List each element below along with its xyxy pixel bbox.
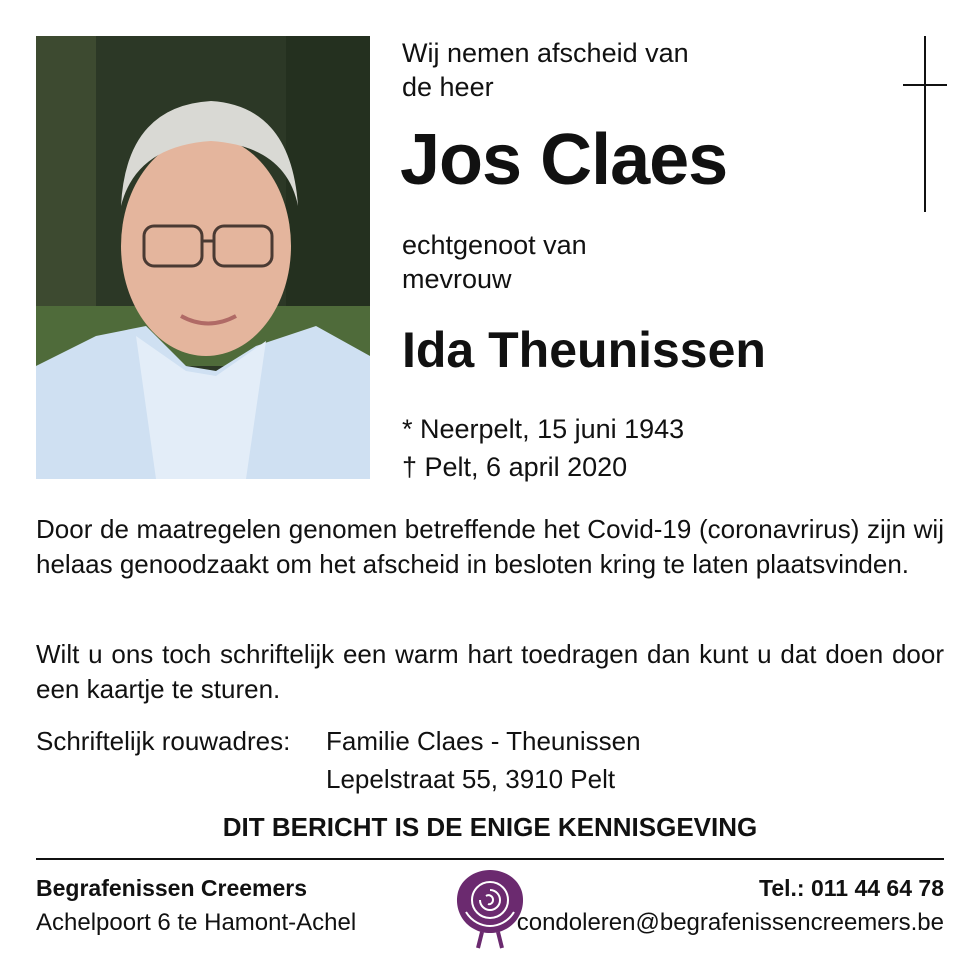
- death-line: † Pelt, 6 april 2020: [402, 452, 628, 482]
- phone-number: Tel.: 011 44 64 78: [759, 875, 944, 901]
- spouse-name: Ida Theunissen: [402, 322, 766, 378]
- address-label: Schriftelijk rouwadres:: [36, 726, 291, 756]
- paragraph-covid: Door de maatregelen genomen betreffende het Covid-19 (coronavrirus) zijn wij helaas genoodzaakt om het afscheid in besloten kring te laten plaatsvinden.: [36, 514, 944, 579]
- company-name: Begrafenissen Creemers: [36, 875, 308, 901]
- spouse-intro: [402, 228, 587, 296]
- portrait-photo: [36, 36, 370, 479]
- life-dates: [402, 410, 684, 486]
- intro-line-2: de heer: [402, 72, 494, 102]
- spouse-intro-line-1: echtgenoot van: [402, 230, 587, 260]
- spouse-intro-line-2: mevrouw: [402, 264, 512, 294]
- birth-line: * Neerpelt, 15 juni 1943: [402, 414, 685, 444]
- deceased-name: Jos Claes: [400, 120, 728, 200]
- cross-icon: [903, 36, 947, 212]
- footer-divider: [36, 858, 944, 860]
- address-line-1: Familie Claes - Theunissen: [326, 726, 641, 756]
- notice-heading: DIT BERICHT IS DE ENIGE KENNISGEVING: [222, 812, 758, 842]
- intro-line-1: Wij nemen afscheid van: [402, 38, 689, 68]
- email-address[interactable]: condoleren@begrafenissencreemers.be: [516, 909, 944, 936]
- intro-text: [402, 36, 689, 104]
- paragraph-card: Wilt u ons toch schriftelijk een warm hart toedragen dan kunt u dat doen door een kaartje te sturen.: [36, 639, 944, 704]
- company-address: Achelpoort 6 te Hamont-Achel: [36, 909, 357, 936]
- address-line-2: Lepelstraat 55, 3910 Pelt: [326, 764, 616, 794]
